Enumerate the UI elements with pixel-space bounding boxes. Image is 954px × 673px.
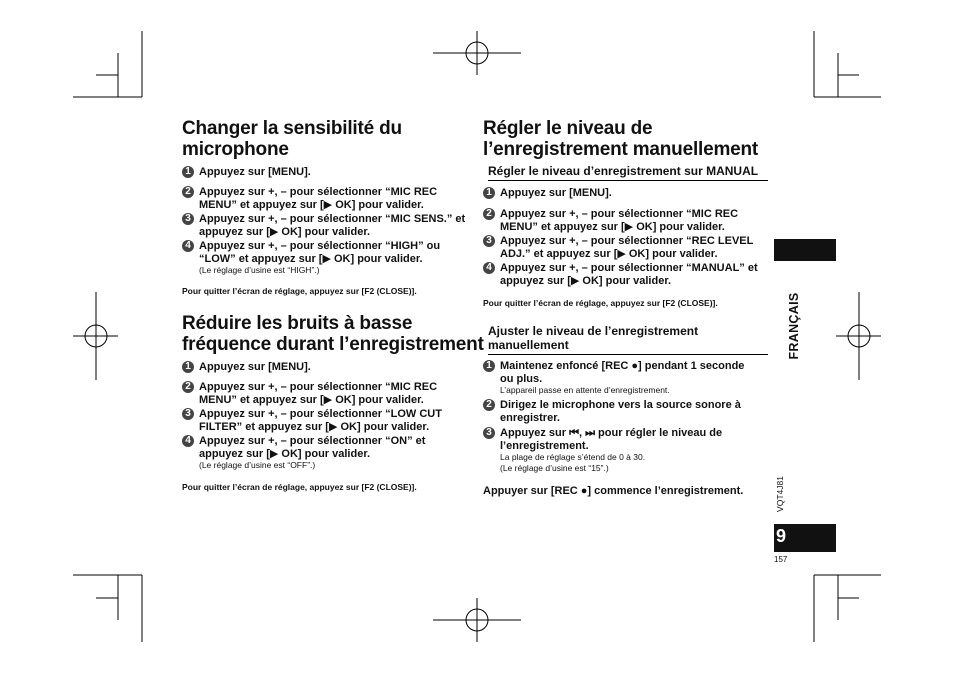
step-text: enregistrer. <box>500 411 560 424</box>
step-number-icon: 2 <box>182 186 194 198</box>
step-text: ADJ.” et appuyez sur [▶ OK] pour valider. <box>500 247 718 260</box>
step-text: ou plus. <box>500 372 543 385</box>
step-number-icon: 1 <box>182 361 194 373</box>
step-note: La plage de réglage s’étend de 0 à 30. <box>500 452 646 462</box>
step-text: Appuyez sur +, – pour sélectionner “LOW CUT <box>199 408 442 420</box>
step-note: (Le réglage d’usine est “15”.) <box>500 463 609 473</box>
step-4 <box>483 262 758 287</box>
step-text: Appuyez sur +, – pour sélectionner “REC LEVEL <box>500 235 754 247</box>
step-text: Dirigez le microphone vers la source sonore à <box>500 399 741 411</box>
step-text: appuyez sur [▶ OK] pour valider. <box>500 274 672 287</box>
side-tab-bar <box>774 239 836 261</box>
title-line-1: Réduire les bruits à basse <box>182 313 413 334</box>
step-number-icon: 1 <box>182 166 194 178</box>
title-line-1: Régler le niveau de <box>483 118 653 139</box>
final-instruction: Appuyer sur [REC ●] commence l’enregistrement. <box>483 485 744 497</box>
subheading-line-1: Ajuster le niveau de l’enregistrement <box>488 324 699 338</box>
step-number-icon: 1 <box>483 187 495 199</box>
step-number-icon: 3 <box>182 408 194 420</box>
step-number-icon: 2 <box>483 208 495 220</box>
step-text: appuyez sur [▶ OK] pour valider. <box>199 225 371 238</box>
step-text: MENU” et appuyez sur [▶ OK] pour valider. <box>199 198 424 211</box>
step-3 <box>483 427 722 474</box>
step-1 <box>483 360 744 396</box>
quit-instruction: Pour quitter l’écran de réglage, appuyez sur [F2 (CLOSE)]. <box>483 298 718 308</box>
subheading-adjust-level <box>488 324 768 355</box>
step-note: (Le réglage d’usine est “OFF”.) <box>199 460 316 470</box>
quit-instruction: Pour quitter l’écran de réglage, appuyez sur [F2 (CLOSE)]. <box>182 482 417 492</box>
section-title-manual-level <box>483 118 758 160</box>
step-text: Appuyez sur +, – pour sélectionner “ON” et <box>199 435 426 447</box>
step-4 <box>182 435 425 471</box>
quit-instruction: Pour quitter l’écran de réglage, appuyez sur [F2 (CLOSE)]. <box>182 286 417 296</box>
step-text: FILTER” et appuyez sur [▶ OK] pour valider. <box>199 420 430 433</box>
step-number-icon: 4 <box>182 240 194 252</box>
step-text: MENU” et appuyez sur [▶ OK] pour valider. <box>199 393 424 406</box>
step-note: L’appareil passe en attente d’enregistrement. <box>500 385 670 395</box>
step-text: Appuyez sur [MENU]. <box>199 361 311 373</box>
step-text: MENU” et appuyez sur [▶ OK] pour valider. <box>500 220 725 233</box>
step-number-icon: 4 <box>182 435 194 447</box>
model-code: VQT4J81 <box>775 476 785 512</box>
step-2 <box>483 208 738 233</box>
title-line-2: fréquence durant l’enregistrement <box>182 334 484 355</box>
step-text: l’enregistrement. <box>500 439 589 452</box>
step-4 <box>182 240 440 276</box>
step-text: Maintenez enfoncé [REC ●] pendant 1 seconde <box>500 360 745 372</box>
section-title-low-cut <box>182 313 484 355</box>
step-1 <box>483 187 612 200</box>
step-note: (Le réglage d’usine est “HIGH”.) <box>199 265 320 275</box>
language-label: FRANÇAIS <box>787 292 801 360</box>
title-line-2: microphone <box>182 139 289 160</box>
step-text: Appuyez sur +, – pour sélectionner “MIC REC <box>199 186 438 198</box>
step-number-icon: 1 <box>483 360 495 372</box>
step-number-icon: 3 <box>483 235 495 247</box>
step-number-icon: 2 <box>182 381 194 393</box>
step-1 <box>182 361 311 374</box>
subheading-line-2: manuellement <box>488 338 569 352</box>
step-text: Appuyez sur +, – pour sélectionner “MANUAL” et <box>500 262 758 274</box>
step-text: appuyez sur [▶ OK] pour valider. <box>199 447 371 460</box>
title-line-1: Changer la sensibilité du <box>182 118 402 139</box>
step-2 <box>182 186 437 211</box>
step-number-icon: 4 <box>483 262 495 274</box>
step-text: Appuyez sur [MENU]. <box>199 166 311 178</box>
step-text: Appuyez sur ⏮, ⏭ pour régler le niveau de <box>500 427 723 439</box>
page-number: 9 <box>776 526 787 546</box>
step-number-icon: 3 <box>182 213 194 225</box>
step-number-icon: 3 <box>483 427 495 439</box>
step-number-icon: 2 <box>483 399 495 411</box>
step-text: Appuyez sur +, – pour sélectionner “HIGH” ou <box>199 240 441 252</box>
step-2 <box>182 381 437 406</box>
step-3 <box>483 235 753 260</box>
step-2 <box>483 399 741 424</box>
step-text: Appuyez sur [MENU]. <box>500 187 612 199</box>
step-text: “LOW” et appuyez sur [▶ OK] pour valider. <box>199 252 423 265</box>
section-title-microphone-sensitivity <box>182 118 402 160</box>
step-3 <box>182 213 465 238</box>
step-text: Appuyez sur +, – pour sélectionner “MIC REC <box>500 208 739 220</box>
step-text: Appuyez sur +, – pour sélectionner “MIC SENS.” et <box>199 213 466 225</box>
step-3 <box>182 408 442 433</box>
title-line-2: l’enregistrement manuellement <box>483 139 759 160</box>
step-1 <box>182 166 311 179</box>
step-text: Appuyez sur +, – pour sélectionner “MIC REC <box>199 381 438 393</box>
subheading-set-manual: Régler le niveau d’enregistrement sur MANUAL <box>488 164 768 181</box>
page-small-number: 157 <box>774 555 788 564</box>
